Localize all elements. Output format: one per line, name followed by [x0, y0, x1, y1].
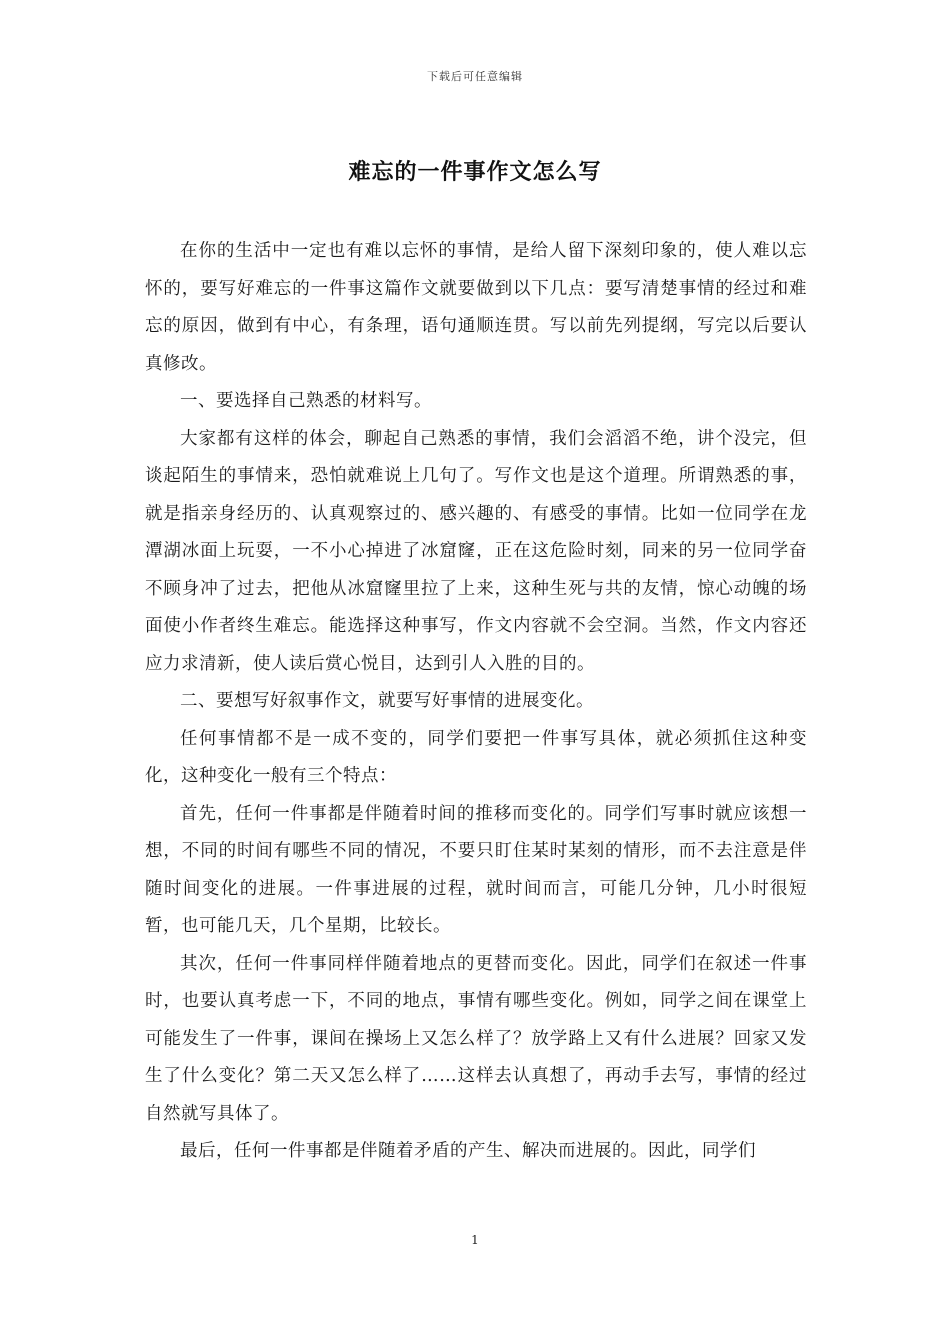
section-heading-1: 一、要选择自己熟悉的材料写。 — [180, 391, 432, 411]
document-body — [145, 233, 807, 1171]
paragraph-familiar-material: 大家都有这样的体会，聊起自己熟悉的事情，我们会滔滔不绝，讲个没完，但谈起陌生的事情来，恐怕就难说上几句了。写作文也是这个道理。所谓熟悉的事，就是指亲身经历的、认真观察过的、感兴趣的、有感受的事情。比如一位同学在龙潭湖冰面上玩耍，一不小心掉进了冰窟窿，正在这危险时刻，同来的另一位同学奋不顾身冲了过去，把他从冰窟窿里拉了上来，这种生死与共的友情，惊心动魄的场面使小作者终生难忘。能选择这种事写，作文内容就不会空洞。当然，作文内容还应力求清新，使人读后赏心悦目，达到引人入胜的目的。 — [145, 428, 807, 674]
paragraph-last-conflict: 最后，任何一件事都是伴随着矛盾的产生、解决而进展的。因此，同学们 — [180, 1141, 756, 1161]
section-heading-2: 二、要想写好叙事作文，就要写好事情的进展变化。 — [180, 691, 594, 711]
paragraph-changes: 任何事情都不是一成不变的，同学们要把一件事写具体，就必须抓住这种变化，这种变化一般有三个特点： — [145, 728, 807, 786]
page-number: 1 — [471, 1233, 479, 1247]
paragraph-first-time: 首先，任何一件事都是伴随着时间的推移而变化的。同学们写事时就应该想一想，不同的时间有哪些不同的情况，不要只盯住某时某刻的情形，而不去注意是伴随时间变化的进展。一件事进展的过程，就时间而言，可能几分钟，几小时很短暂，也可能几天，几个星期，比较长。 — [145, 803, 807, 936]
paragraph-second-place: 其次，任何一件事同样伴随着地点的更替而变化。因此，同学们在叙述一件事时，也要认真考虑一下，不同的地点，事情有哪些变化。例如，同学之间在课堂上可能发生了一件事，课间在操场上又怎么样了？放学路上又有什么进展？回家又发生了什么变化？第二天又怎么样了……这样去认真想了，再动手去写，事情的经过自然就写具体了。 — [145, 953, 807, 1124]
header-note: 下载后可任意编辑 — [427, 70, 523, 83]
paragraph-intro: 在你的生活中一定也有难以忘怀的事情，是给人留下深刻印象的，使人难以忘怀的，要写好难忘的一件事这篇作文就要做到以下几点：要写清楚事情的经过和难忘的原因，做到有中心，有条理，语句通顺连贯。写以前先列提纲，写完以后要认真修改。 — [145, 241, 807, 374]
document-title: 难忘的一件事作文怎么写 — [348, 159, 602, 185]
